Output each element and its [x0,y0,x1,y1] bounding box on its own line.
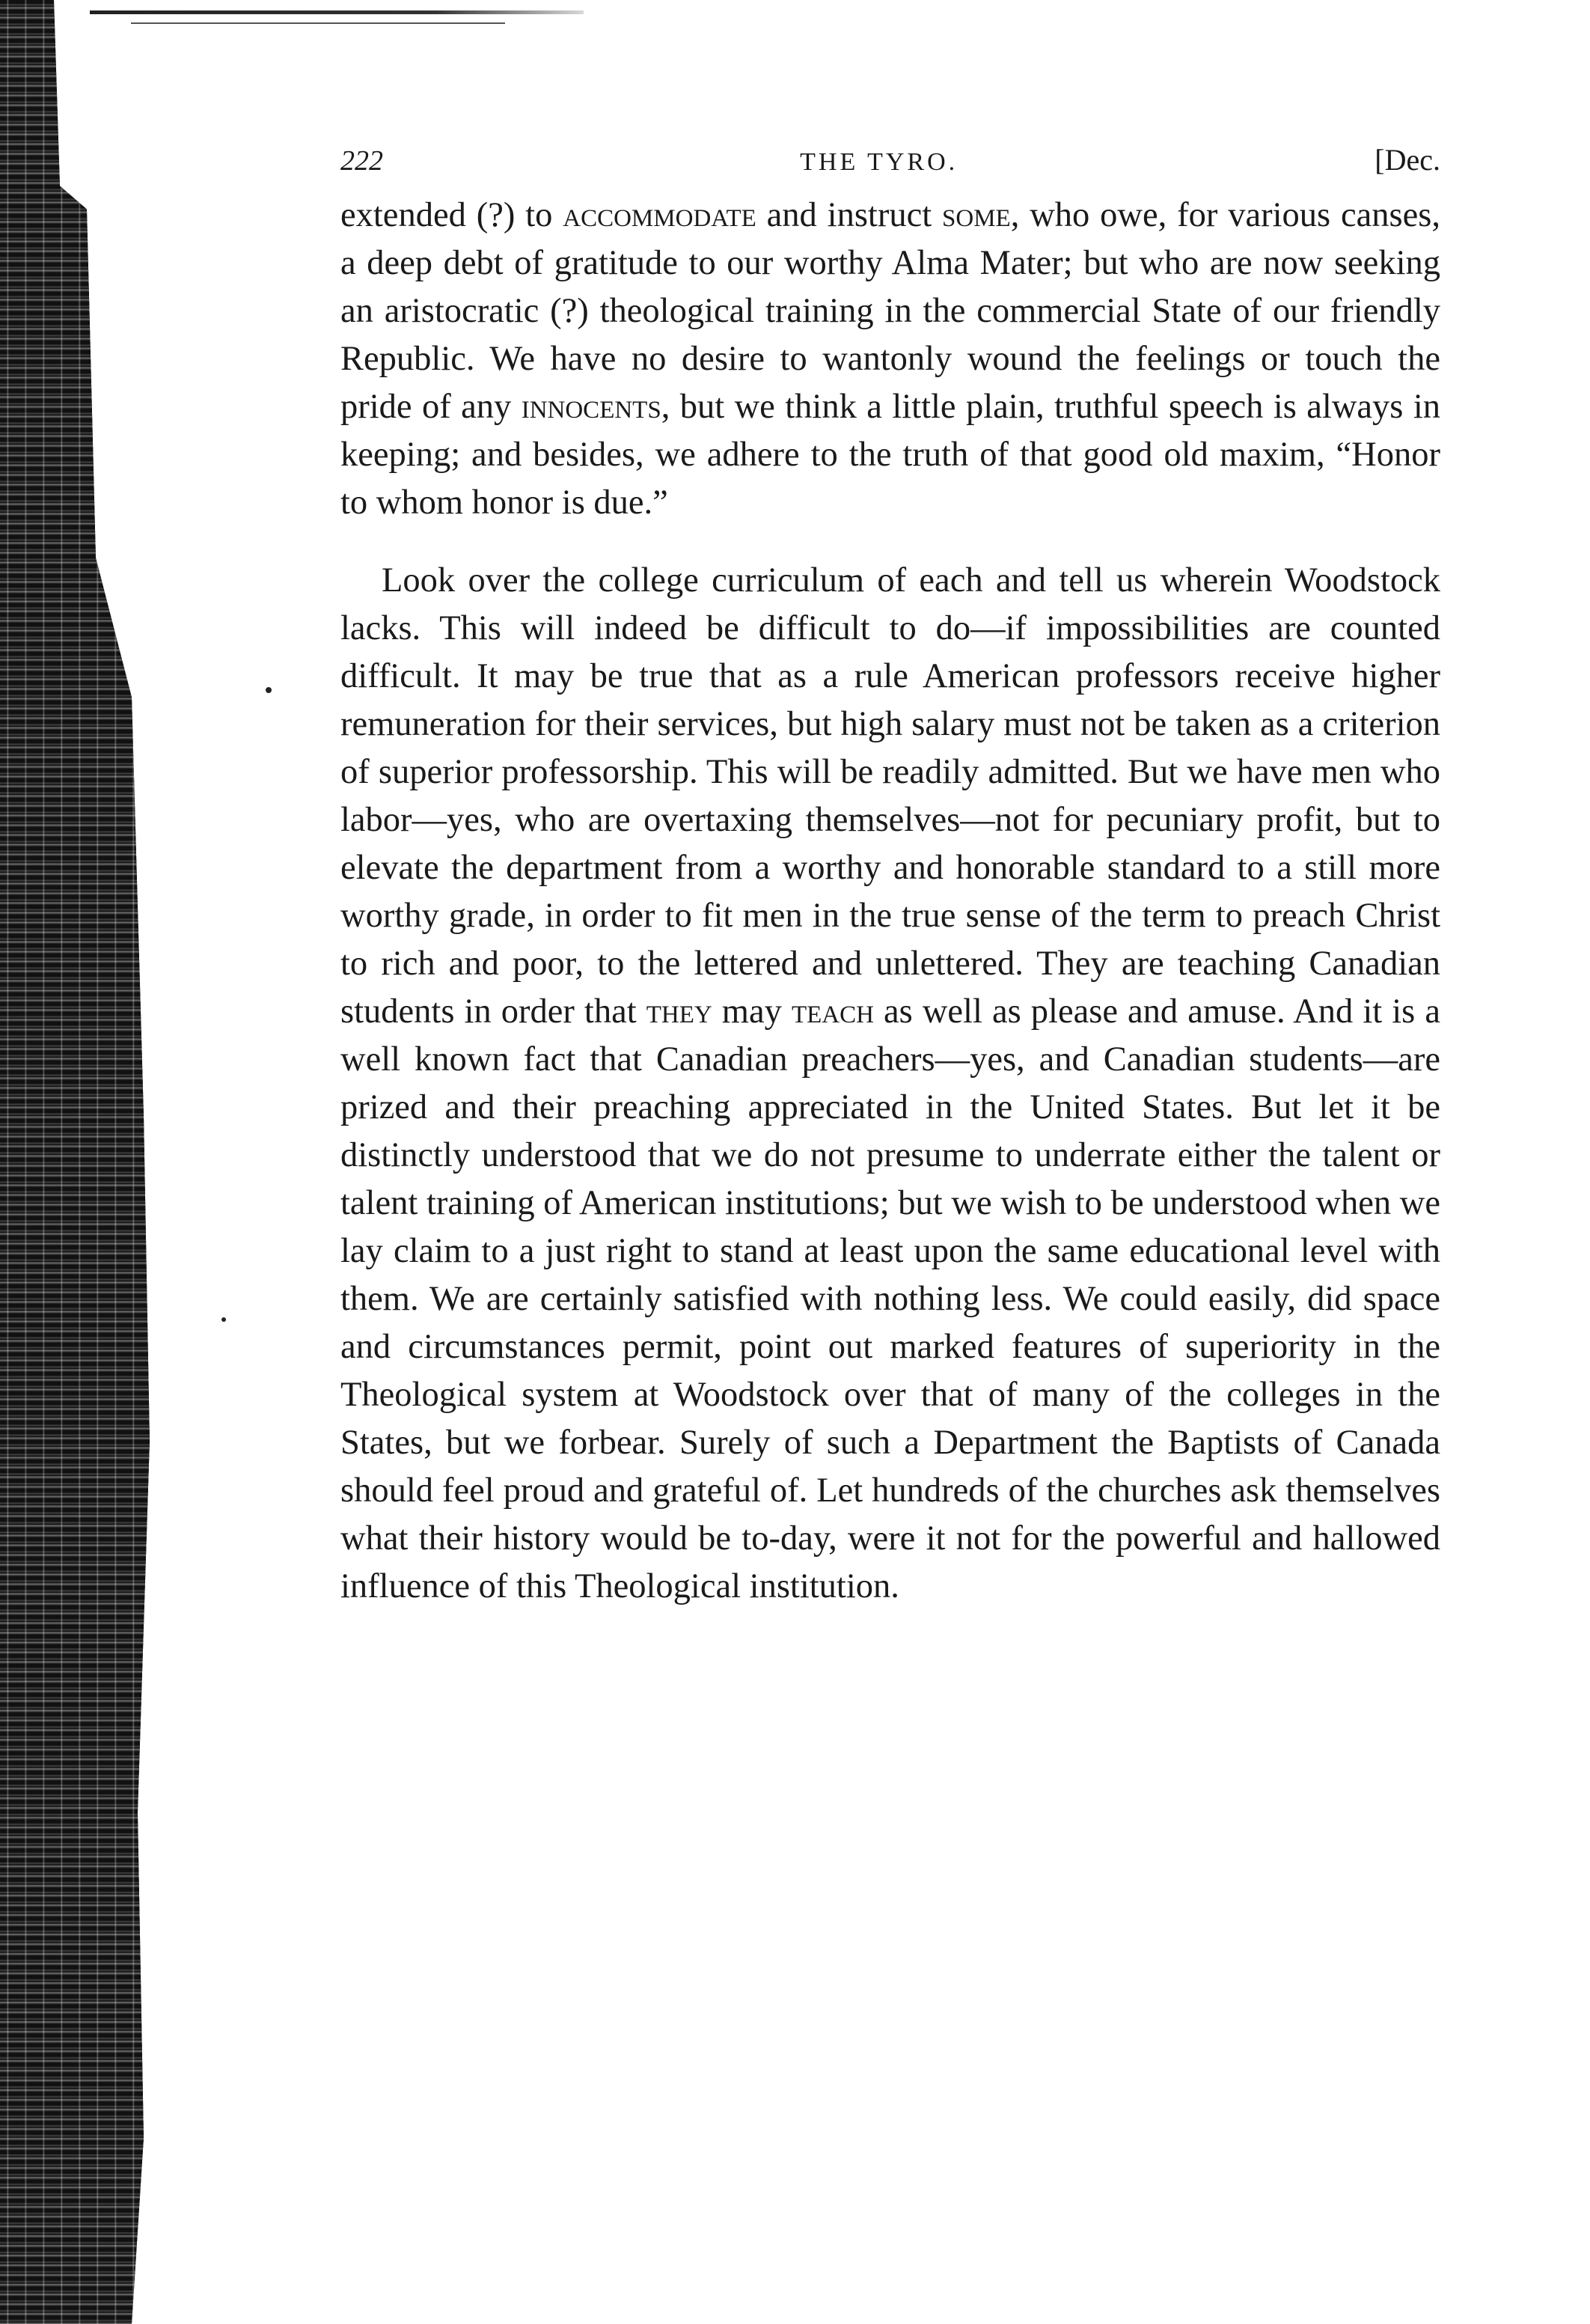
running-title: THE TYRO. [800,148,958,176]
text-run: , but we think a little plain, truthful speech is always in keeping; and besides, we adhere to the truth of that good old maxim, “Honor to whom honor is due.” [340,388,1440,522]
text-run: and instruct [756,196,943,234]
stray-ink-mark [221,1317,226,1322]
text-run: as well as please and amuse. And it is a well known fact that Canadian preachers—yes, and Canadian students—are prized and their preaching appreciated in the United States. But let it be distinctly understood that we do not presume to underrate either the talent or talent training of American institutions; but we wish to be understood when we lay claim to a just right to stand at least upon the same educational level with them. We are certainly satisfied with nothing less. We could easily, did space and circumstances permit, point out marked features of superiority in the Theological system at Woodstock over that of many of the colleges in the States, but we forbear. Surely of such a Department the Baptists of Canada should feel proud and grateful of. Let hundreds of the churches ask themselves what their history would be to-day, were it not for the powerful and hallowed influence of this Theological institution. [340,992,1440,1605]
running-header [340,142,1440,186]
section-label: [Dec. [1375,143,1440,177]
small-caps-text: some [942,196,1011,234]
small-caps-text: they [646,992,712,1031]
text-run: , who owe, for various canses, a deep debt of gratitude to our worthy Alma Mater; but who are now seeking an aristocratic (?) theological training in the commercial State of our friendly Republic. We have no desire to wantonly wound the feelings or touch the pride of any [340,196,1440,426]
small-caps-text: accommodate [563,196,756,234]
scan-top-rule-secondary [131,22,505,24]
stray-ink-mark [266,687,272,693]
page-number: 222 [340,145,383,177]
paragraph-2 [340,557,1440,1611]
scan-top-rule [90,10,584,14]
text-run: may [712,992,792,1031]
document-page [340,142,1440,1611]
small-caps-text: teach [791,992,874,1031]
paragraph-1 [340,192,1440,527]
text-run: Look over the college curriculum of each and tell us wherein Woodstock lacks. This will indeed be difficult to do—if impossibilities are counted difficult. It may be true that as a rule American professors receive higher remuneration for their services, but high salary must not be taken as a criterion of superior professorship. This will be readily admitted. But we have men who labor—yes, who are overtaxing themselves—not for pecuniary profit, but to elevate the department from a worthy and honorable standard to a still more worthy grade, in order to fit men in the true sense of the term to preach Christ to rich and poor, to the lettered and unlettered. They are teaching Canadian students in order that [340,561,1440,1031]
small-caps-text: innocents [521,388,661,426]
text-run: extended (?) to [340,196,563,234]
scanned-page-edge [0,0,150,2324]
